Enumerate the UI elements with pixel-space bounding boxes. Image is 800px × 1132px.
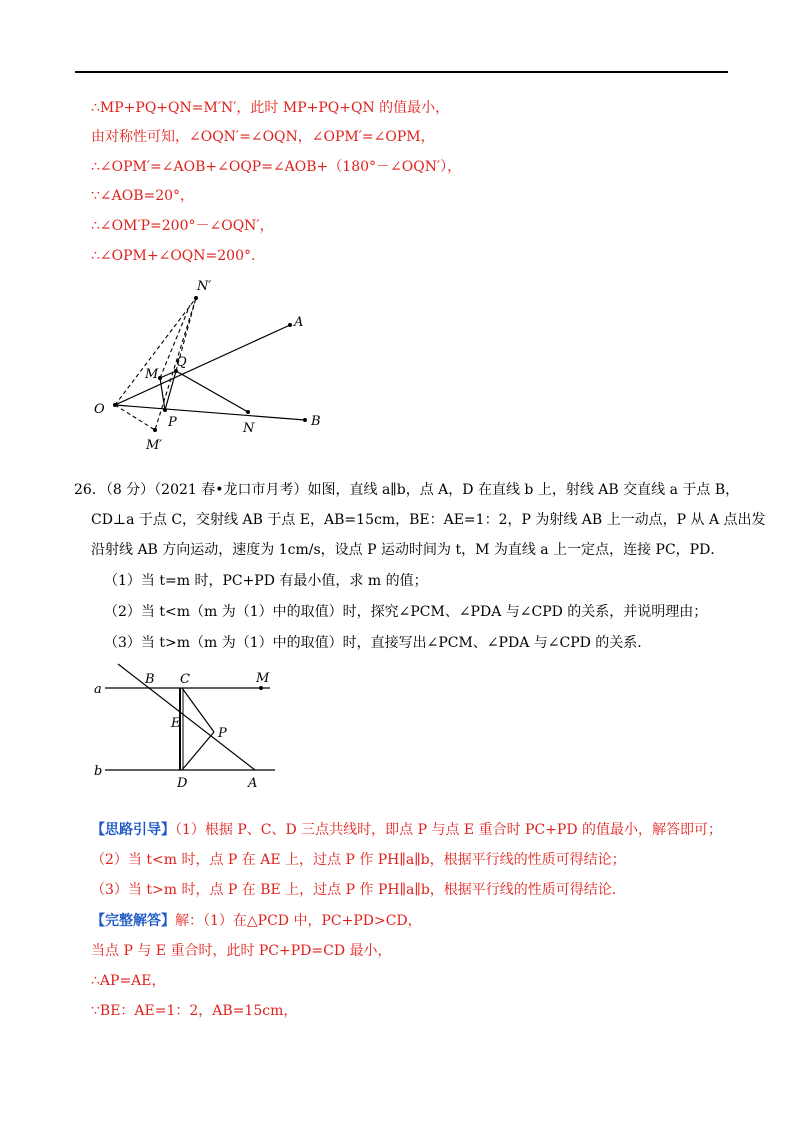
label-a: a	[94, 682, 102, 697]
hint-line-3: （3）当 t>m 时，点 P 在 BE 上，过点 P 作 PH∥a∥b，根据平行线的性质可得结论．	[91, 882, 626, 898]
hint-line-1	[91, 820, 722, 840]
point-N	[246, 410, 250, 414]
proof-line-6: ∴∠OPM+∠OQN=200°.	[91, 248, 256, 264]
segment-PD	[182, 732, 214, 770]
answer-line-2: 当点 P 与 E 重合时，此时 PC+PD=CD 最小，	[91, 943, 392, 959]
proof-line-3: ∴∠OPM′=∠AOB+∠OQP=∠AOB+（180°－∠OQN′），	[91, 159, 462, 175]
segment-PQ	[165, 371, 176, 410]
answer-tag: 【完整解答】	[91, 913, 175, 929]
label-E: E	[171, 716, 181, 731]
label-M: M	[145, 367, 159, 382]
hint-tag: 【思路引导】	[91, 822, 175, 838]
problem-line-3: 沿射线 AB 方向运动，速度为 1cm/s，设点 P 运动时间为 t，M 为直线 a 上一定点，连接 PC，PD．	[91, 542, 725, 558]
answer-text-1: 解：（1）在△PCD 中，PC+PD>CD，	[175, 913, 422, 929]
dashed-OM2	[115, 405, 155, 430]
point-P	[163, 408, 167, 412]
answer-line-3: ∴AP=AE，	[91, 973, 166, 989]
label-B: B	[145, 672, 155, 687]
label-M: M	[256, 671, 270, 686]
answer-line-1	[91, 911, 422, 931]
problem-line-1: 26．（8 分）（2021 春•龙口市月考）如图，直线 a∥b，点 A，D 在直线 b 上，射线 AB 交直线 a 于点 B，	[74, 482, 740, 498]
segment-MQ	[160, 371, 176, 378]
ray-OA	[115, 325, 290, 405]
label-P: P	[218, 726, 227, 741]
point-M	[158, 376, 162, 380]
label-N2: N′	[197, 279, 212, 294]
dashed-ON2	[115, 298, 196, 405]
segment-QN	[176, 371, 248, 412]
proof-line-1: ∴MP+PQ+QN=M′N′，此时 MP+PQ+QN 的值最小，	[91, 100, 450, 116]
question-2: （2）当 t<m（m 为（1）中的取值）时，探究∠PCM、∠PDA 与∠CPD 的关系，并说明理由；	[104, 604, 708, 620]
proof-line-4: ∵∠AOB=20°，	[91, 188, 195, 204]
hint-text-1: （1）根据 P、C、D 三点共线时，即点 P 与点 E 重合时 PC+PD 的值最小，解答即可；	[175, 822, 723, 838]
label-A: A	[294, 315, 304, 330]
point-O	[113, 403, 117, 407]
label-M2: M′	[146, 438, 163, 453]
label-A: A	[248, 776, 258, 791]
question-3: （3）当 t>m（m 为（1）中的取值）时，直接写出∠PCM、∠PDA 与∠CPD 的关系．	[104, 635, 652, 651]
label-Q: Q	[176, 355, 187, 370]
point-B	[303, 418, 307, 422]
label-b: b	[94, 764, 103, 779]
label-D: D	[177, 776, 188, 791]
label-P: P	[168, 415, 177, 430]
label-C: C	[180, 672, 190, 687]
point-A	[288, 323, 292, 327]
proof-line-5: ∴∠OM′P=200°－∠OQN′，	[91, 218, 274, 234]
problem-line-2: CD⊥a 于点 C，交射线 AB 于点 E，AB=15cm，BE：AE=1：2，P 为射线 AB 上一动点，P 从 A 点出发	[91, 512, 766, 528]
point-N2	[194, 296, 198, 300]
label-N: N	[243, 421, 255, 436]
parallel-lines-figure	[0, 650, 800, 800]
question-1: （1）当 t=m 时，PC+PD 有最小值，求 m 的值；	[104, 573, 428, 589]
point-M2	[153, 428, 157, 432]
label-B: B	[311, 414, 321, 429]
hint-line-2: （2）当 t<m 时，点 P 在 AE 上，过点 P 作 PH∥a∥b，根据平行线的性质可得结论；	[91, 852, 626, 868]
ray-OB	[115, 405, 305, 420]
answer-line-4: ∵BE：AE=1：2，AB=15cm，	[91, 1003, 298, 1019]
angle-figure	[0, 0, 800, 470]
label-O: O	[94, 402, 105, 417]
proof-line-2: 由对称性可知，∠OQN′=∠OQN，∠OPM′=∠OPM，	[91, 129, 435, 145]
point-M	[259, 686, 263, 690]
